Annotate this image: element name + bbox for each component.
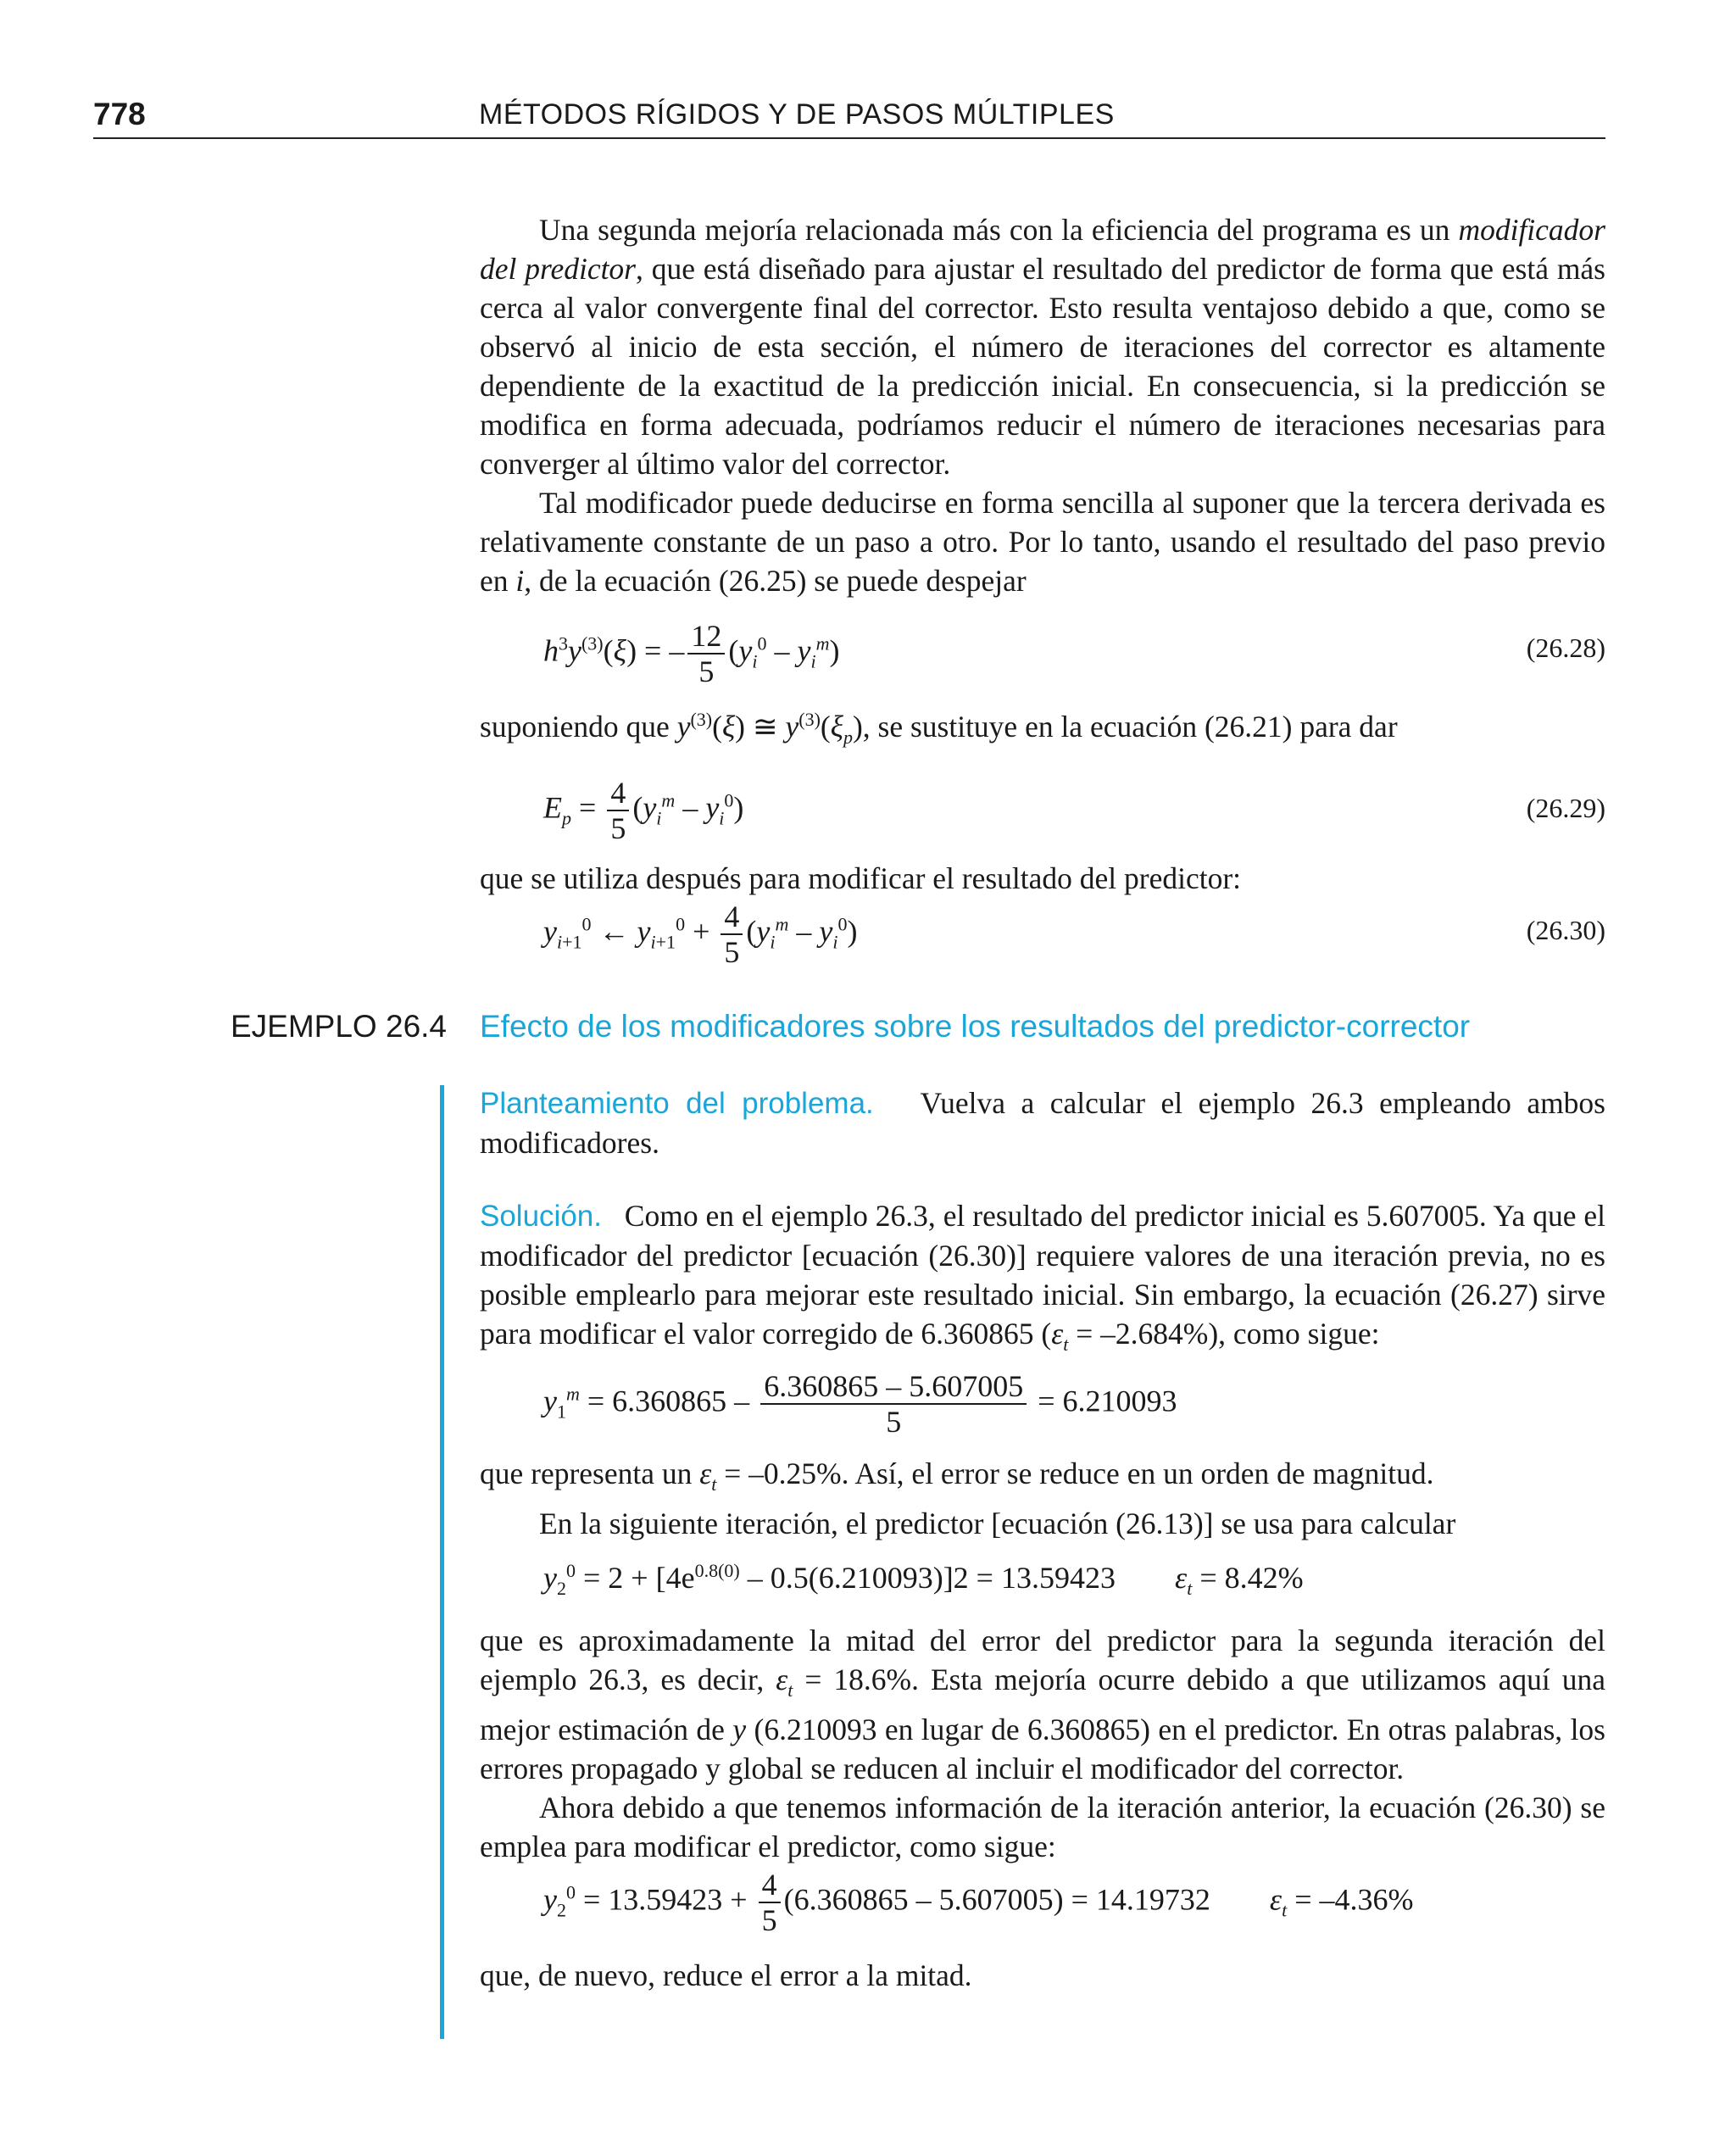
equation-26-29: $E_p$ = $\frac{4}{5}$ $(y_i^m - y_i^0)$ (26.29) — [543, 775, 1605, 845]
paragraph-final: que, de nuevo, reduce el error a la mitad. — [480, 1958, 972, 1993]
main-column — [480, 210, 1605, 974]
equation-26-30: $y_{i+1}^0$ ← $y_{i+1}^0$ + $\frac{4}{5}$ $(y_i^m - y_i^0)$ (26.30) — [543, 899, 1605, 969]
running-title: MÉTODOS RÍGIDOS Y DE PASOS MÚLTIPLES — [479, 98, 1115, 131]
paragraph-third-derivative: Tal modificador puede deducirse en forma sencilla al suponer que la tercera derivada es relativamente constante de un paso a otro. Por lo tanto, usando el resultado del paso previo en i, de la ecuación (26.25) se puede despejar — [480, 486, 1605, 598]
equation-number: (26.29) — [1526, 792, 1605, 823]
paragraph-represents: que representa un $\varepsilon_t = -0.25\%$. Así, el error se reduce en un orden de magnitud. — [480, 1457, 1434, 1496]
equation-corrector-modified: $y_1^m = 6.360865$ – $\frac{6.360865 - 5.607005}{5}$ = 6.210093 — [543, 1369, 1177, 1440]
equation-modified-predictor: $y_2^0 = 13.59423$ + $\frac{4}{5}$ (6.360865 – 5.607005) = 14.19732 $\varepsilon_t = -4.36\%$ — [543, 1868, 1414, 1938]
example-title: Efecto de los modificadores sobre los resultados del predictor-corrector — [480, 1009, 1471, 1044]
paragraph-assuming: suponiendo que $y^{(3)}(\xi)$ ≅ $y^{(3)}(\xi_p)$, se sustituye en la ecuación (26.21) para dar — [480, 709, 1398, 748]
equation-26-28: $h^3y^{(3)}(\xi)$ = – $\frac{12}{5}$ $(y_i^0 - y_i^m)$ (26.28) — [543, 619, 1605, 688]
paragraph-predictor-modifier: Una segunda mejoría relacionada más con la eficiencia del programa es un modificador del predictor, que está diseñado para ajustar el resultado del predictor de forma que está más cerca al valor convergente final del corrector. Esto resulta ventajoso debido a que, como se observó al inicio de esta sección, el número de iteraciones del corrector es altamente dependiente de la exactitud de la predicción inicial. En consecuencia, si la predicción se modifica en forma adecuada, podríamos reducir el número de iteraciones necesarias para converger al último valor del corrector. — [480, 213, 1606, 481]
problem-statement: Planteamiento del problema. Vuelva a calcular el ejemplo 26.3 empleando ambos modificadores. — [480, 1086, 1605, 1160]
equation-number: (26.28) — [1526, 632, 1605, 663]
example-column — [480, 1083, 1605, 1995]
solution-paragraph: Solución. Como en el ejemplo 26.3, el resultado del predictor inicial es 5.607005. Ya que el modificador del predictor [ecuación (26.30)] requiere valores de una iteración previa, no es posible emplearlo para mejorar este resultado inicial. Sin embargo, la ecuación (26.27) sirve para modificar el valor corregido de 6.360865 $(\varepsilon_t = -2.684\%)$, como sigue: — [480, 1199, 1605, 1356]
paragraph-used-after: que se utiliza después para modificar el resultado del predictor: — [480, 861, 1242, 895]
paragraph-next-iteration: En la siguiente iteración, el predictor [ecuación (26.13)] se usa para calcular — [539, 1507, 1456, 1541]
example-label: EJEMPLO 26.4 — [231, 1009, 448, 1044]
paragraph-now: Ahora debido a que tenemos información de la iteración anterior, la ecuación (26.30) se emplea para modificar el predictor, como sigue: — [480, 1791, 1605, 1864]
page-number: 778 — [93, 97, 146, 131]
header-rule — [93, 137, 1605, 139]
problem-label: Planteamiento del problema. — [480, 1087, 874, 1120]
solution-label: Solución. — [480, 1200, 602, 1233]
example-side-bar — [440, 1085, 444, 2039]
equation-predictor-second: $y_2^0 = 2 + [4e^{0.8(0)} - 0.5(6.210093)]2 = 13.59423$ $\varepsilon_t = 8.42\%$ — [543, 1560, 1304, 1600]
equation-number: (26.30) — [1526, 914, 1605, 945]
paragraph-half-error: que es aproximadamente la mitad del error del predictor para la segunda iteración del ejemplo 26.3, es decir, $\varepsilon_t = 18.6\%$. Esta mejoría ocurre debido a que utilizamos aquí una mejor estimación de y (6.210093 en lugar de 6.360865) en el predictor. En otras palabras, los errores propagado y global se reducen al incluir el modificador del corrector. — [480, 1624, 1606, 1786]
